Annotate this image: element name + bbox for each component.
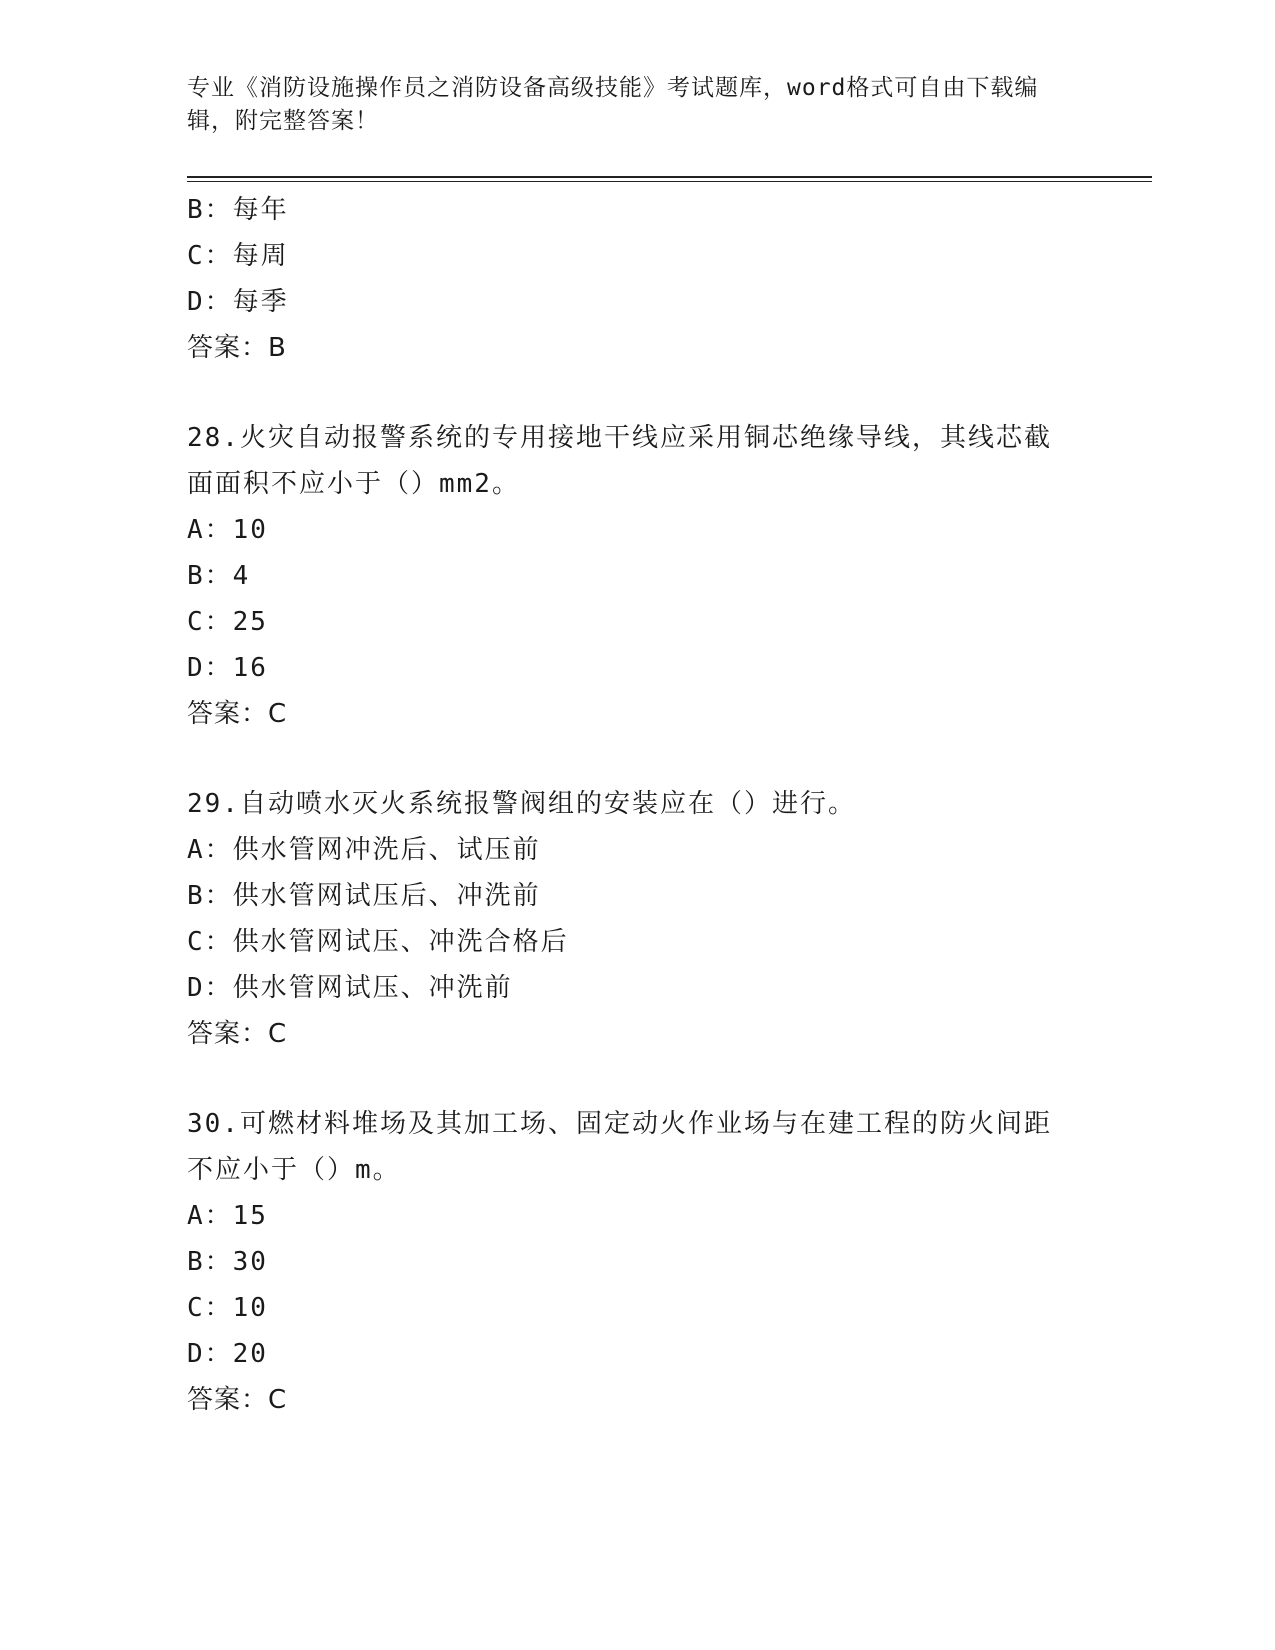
option-c: C：供水管网试压、冲洗合格后 xyxy=(187,927,569,957)
option-b: B：30 xyxy=(187,1247,268,1277)
option-b: B：供水管网试压后、冲洗前 xyxy=(187,881,541,911)
question-28 xyxy=(187,415,1087,737)
question-29 xyxy=(187,781,1087,1057)
question-text: 30.可燃材料堆场及其加工场、固定动火作业场与在建工程的防火间距不应小于（）m。 xyxy=(187,1109,1052,1185)
option-d: D：16 xyxy=(187,653,268,683)
answer-label: 答案：C xyxy=(187,1019,288,1049)
option-c: C：每周 xyxy=(187,241,289,271)
option-d: D：供水管网试压、冲洗前 xyxy=(187,973,513,1003)
option-b: B：4 xyxy=(187,561,251,591)
question-text: 28.火灾自动报警系统的专用接地干线应采用铜芯绝缘导线，其线芯截面面积不应小于（）mm2。 xyxy=(187,423,1052,499)
option-c: C：10 xyxy=(187,1293,268,1323)
option-a: A：供水管网冲洗后、试压前 xyxy=(187,835,541,865)
question-30 xyxy=(187,1101,1087,1423)
option-d: D：20 xyxy=(187,1339,268,1369)
question-text: 29.自动喷水灭火系统报警阀组的安装应在（）进行。 xyxy=(187,789,856,819)
header-rule-thin xyxy=(187,181,1152,182)
document-header: 专业《消防设施操作员之消防设备高级技能》考试题库，word格式可自由下载编辑，附完整答案！ xyxy=(187,75,1039,134)
option-c: C：25 xyxy=(187,607,268,637)
option-a: A：10 xyxy=(187,515,268,545)
answer-label: 答案：B xyxy=(187,333,287,363)
option-b: B：每年 xyxy=(187,195,289,225)
answer-label: 答案：C xyxy=(187,1385,288,1415)
question-partial xyxy=(187,187,1087,371)
option-d: D：每季 xyxy=(187,287,289,317)
option-a: A：15 xyxy=(187,1201,268,1231)
answer-label: 答案：C xyxy=(187,699,288,729)
header-rule-thick xyxy=(187,176,1152,178)
question-list xyxy=(187,187,1087,1423)
